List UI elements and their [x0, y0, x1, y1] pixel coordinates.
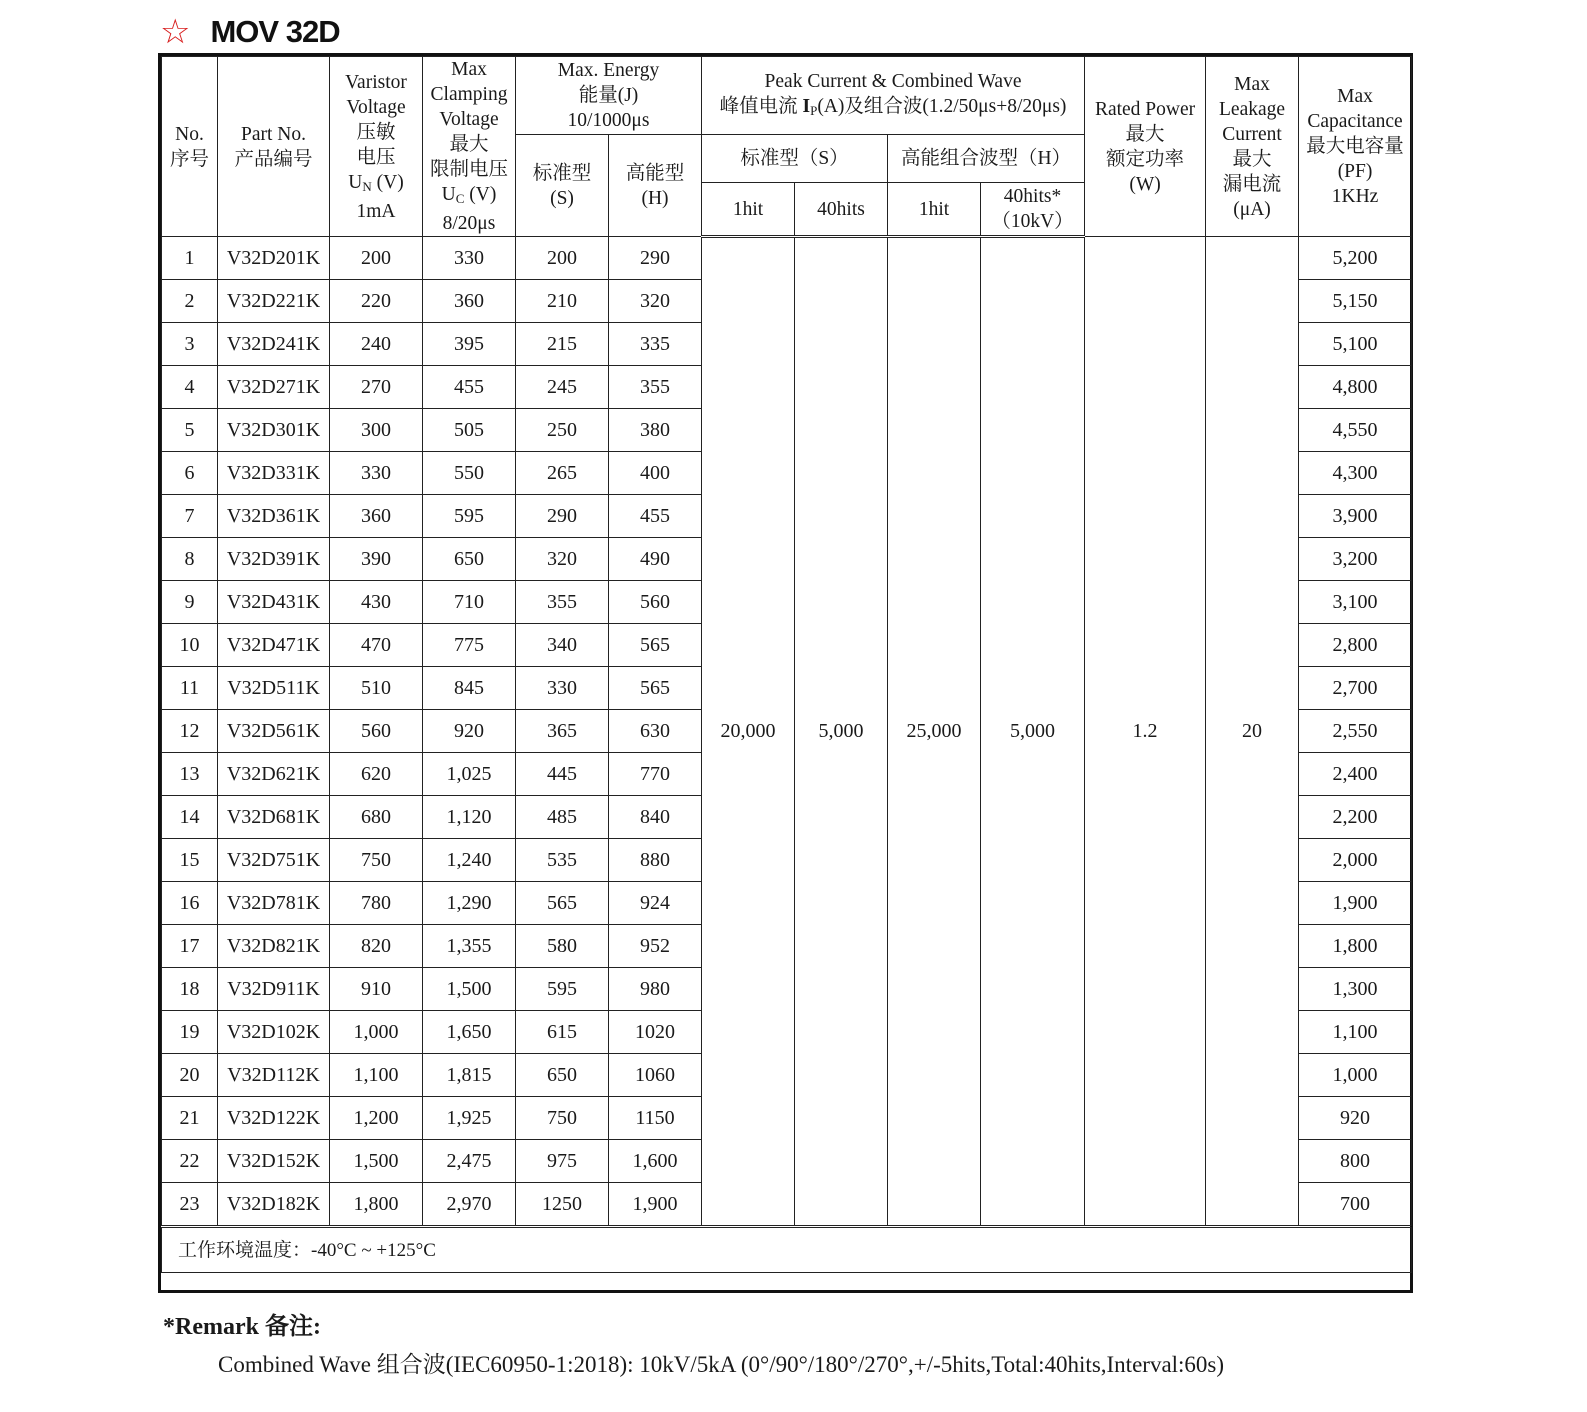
page-title	[160, 12, 340, 52]
energy-s: 365	[516, 710, 609, 753]
varistor-voltage: 1,200	[330, 1097, 423, 1140]
capacitance: 3,900	[1299, 495, 1412, 538]
varistor-voltage: 910	[330, 968, 423, 1011]
capacitance: 2,400	[1299, 753, 1412, 796]
part-number: V32D122K	[218, 1097, 330, 1140]
row-number: 9	[162, 581, 218, 624]
energy-s: 650	[516, 1054, 609, 1097]
energy-s: 355	[516, 581, 609, 624]
energy-h: 952	[609, 925, 702, 968]
clamping-voltage: 1,120	[423, 796, 516, 839]
energy-s: 210	[516, 280, 609, 323]
table-body	[162, 237, 1412, 1227]
clamping-voltage: 920	[423, 710, 516, 753]
varistor-voltage: 820	[330, 925, 423, 968]
header-leakage-current: Max Leakage Current 最大 漏电流 (μA)	[1206, 57, 1299, 237]
energy-s: 595	[516, 968, 609, 1011]
varistor-voltage: 1,000	[330, 1011, 423, 1054]
table-row	[162, 237, 1412, 280]
capacitance: 920	[1299, 1097, 1412, 1140]
row-number: 3	[162, 323, 218, 366]
capacitance: 2,550	[1299, 710, 1412, 753]
row-number: 20	[162, 1054, 218, 1097]
capacitance: 2,000	[1299, 839, 1412, 882]
capacitance: 1,900	[1299, 882, 1412, 925]
row-number: 19	[162, 1011, 218, 1054]
row-number: 8	[162, 538, 218, 581]
energy-s: 615	[516, 1011, 609, 1054]
capacitance: 1,800	[1299, 925, 1412, 968]
varistor-voltage: 1,800	[330, 1183, 423, 1227]
energy-s: 340	[516, 624, 609, 667]
part-number: V32D471K	[218, 624, 330, 667]
energy-s: 750	[516, 1097, 609, 1140]
varistor-voltage: 470	[330, 624, 423, 667]
varistor-unit: $U_N$ (V)	[348, 171, 404, 194]
energy-h: 380	[609, 409, 702, 452]
header-energy-h: 高能型 (H)	[609, 135, 702, 237]
energy-h: 565	[609, 624, 702, 667]
clamping-voltage: 845	[423, 667, 516, 710]
clamping-voltage: 775	[423, 624, 516, 667]
row-number: 22	[162, 1140, 218, 1183]
energy-s: 535	[516, 839, 609, 882]
part-number: V32D201K	[218, 237, 330, 280]
energy-h: 560	[609, 581, 702, 624]
clamping-voltage: 550	[423, 452, 516, 495]
peak-h-40hits-cell: 5,000	[981, 237, 1085, 1227]
part-number: V32D561K	[218, 710, 330, 753]
capacitance: 3,200	[1299, 538, 1412, 581]
header-capacitance: Max Capacitance 最大电容量 (PF) 1KHz	[1299, 57, 1412, 237]
header-max-energy: Max. Energy 能量(J) 10/1000μs	[516, 57, 702, 135]
operating-temperature: 工作环境温度：-40°C ~ +125°C	[162, 1227, 1412, 1273]
part-number: V32D271K	[218, 366, 330, 409]
part-number: V32D751K	[218, 839, 330, 882]
row-number: 7	[162, 495, 218, 538]
clamping-voltage: 1,500	[423, 968, 516, 1011]
energy-h: 1020	[609, 1011, 702, 1054]
varistor-voltage: 430	[330, 581, 423, 624]
header-h-40hits: 40hits* （10kV）	[981, 183, 1085, 237]
energy-s: 485	[516, 796, 609, 839]
part-number: V32D621K	[218, 753, 330, 796]
row-number: 1	[162, 237, 218, 280]
header-energy-s: 标准型 (S)	[516, 135, 609, 237]
varistor-voltage: 330	[330, 452, 423, 495]
part-number: V32D391K	[218, 538, 330, 581]
clamping-voltage: 395	[423, 323, 516, 366]
leakage-current-cell: 20	[1206, 237, 1299, 1227]
clamping-voltage: 455	[423, 366, 516, 409]
energy-h: 565	[609, 667, 702, 710]
spec-table	[161, 56, 1412, 1273]
star-icon: ☆	[160, 12, 191, 52]
varistor-voltage: 560	[330, 710, 423, 753]
header-h-1hit: 1hit	[888, 183, 981, 237]
header-part-no: Part No. 产品编号	[218, 57, 330, 237]
energy-s: 445	[516, 753, 609, 796]
varistor-voltage: 240	[330, 323, 423, 366]
energy-h: 335	[609, 323, 702, 366]
part-number: V32D182K	[218, 1183, 330, 1227]
varistor-voltage: 510	[330, 667, 423, 710]
varistor-voltage: 780	[330, 882, 423, 925]
part-number: V32D241K	[218, 323, 330, 366]
clamping-voltage: 505	[423, 409, 516, 452]
energy-h: 1150	[609, 1097, 702, 1140]
title-text: MOV 32D	[210, 14, 340, 49]
header-s-40hits: 40hits	[795, 183, 888, 237]
capacitance: 4,300	[1299, 452, 1412, 495]
row-number: 15	[162, 839, 218, 882]
row-number: 6	[162, 452, 218, 495]
row-number: 18	[162, 968, 218, 1011]
energy-h: 840	[609, 796, 702, 839]
peak-s-40hits-cell: 5,000	[795, 237, 888, 1227]
clamping-voltage: 710	[423, 581, 516, 624]
capacitance: 800	[1299, 1140, 1412, 1183]
energy-s: 320	[516, 538, 609, 581]
clamping-voltage: 360	[423, 280, 516, 323]
row-number: 23	[162, 1183, 218, 1227]
row-number: 16	[162, 882, 218, 925]
varistor-voltage: 750	[330, 839, 423, 882]
part-number: V32D221K	[218, 280, 330, 323]
capacitance: 2,800	[1299, 624, 1412, 667]
part-number: V32D781K	[218, 882, 330, 925]
capacitance: 2,200	[1299, 796, 1412, 839]
row-number: 12	[162, 710, 218, 753]
varistor-voltage: 270	[330, 366, 423, 409]
header-s-1hit: 1hit	[702, 183, 795, 237]
clamping-voltage: 1,290	[423, 882, 516, 925]
varistor-voltage: 300	[330, 409, 423, 452]
part-number: V32D681K	[218, 796, 330, 839]
part-number: V32D102K	[218, 1011, 330, 1054]
rated-power-cell: 1.2	[1085, 237, 1206, 1227]
row-number: 14	[162, 796, 218, 839]
energy-s: 215	[516, 323, 609, 366]
clamping-voltage: 1,925	[423, 1097, 516, 1140]
clamping-voltage: 330	[423, 237, 516, 280]
row-number: 17	[162, 925, 218, 968]
remark-label: *Remark 备注:	[163, 1314, 321, 1340]
capacitance: 4,550	[1299, 409, 1412, 452]
energy-h: 355	[609, 366, 702, 409]
spec-table-frame	[158, 53, 1413, 1293]
capacitance: 2,700	[1299, 667, 1412, 710]
energy-s: 250	[516, 409, 609, 452]
capacitance: 5,200	[1299, 237, 1412, 280]
energy-h: 1060	[609, 1054, 702, 1097]
part-number: V32D361K	[218, 495, 330, 538]
header-peak-high: 高能组合波型（H）	[888, 135, 1085, 183]
capacitance: 1,100	[1299, 1011, 1412, 1054]
clamping-voltage: 1,240	[423, 839, 516, 882]
row-number: 13	[162, 753, 218, 796]
row-number: 2	[162, 280, 218, 323]
clamping-voltage: 1,355	[423, 925, 516, 968]
energy-h: 880	[609, 839, 702, 882]
varistor-voltage: 360	[330, 495, 423, 538]
header-varistor-voltage: Varistor Voltage 压敏 电压 $U_N$ (V) 1mA	[330, 57, 423, 237]
energy-h: 290	[609, 237, 702, 280]
row-number: 10	[162, 624, 218, 667]
peak-s-1hit-cell: 20,000	[702, 237, 795, 1227]
clamping-voltage: 1,815	[423, 1054, 516, 1097]
energy-s: 565	[516, 882, 609, 925]
part-number: V32D511K	[218, 667, 330, 710]
clamping-voltage: 2,970	[423, 1183, 516, 1227]
energy-h: 770	[609, 753, 702, 796]
capacitance: 5,100	[1299, 323, 1412, 366]
energy-s: 265	[516, 452, 609, 495]
varistor-voltage: 200	[330, 237, 423, 280]
part-number: V32D331K	[218, 452, 330, 495]
clamping-voltage: 2,475	[423, 1140, 516, 1183]
header-rated-power: Rated Power 最大 额定功率 (W)	[1085, 57, 1206, 237]
energy-h: 980	[609, 968, 702, 1011]
varistor-voltage: 1,100	[330, 1054, 423, 1097]
varistor-voltage: 220	[330, 280, 423, 323]
peak-h-1hit-cell: 25,000	[888, 237, 981, 1227]
energy-s: 245	[516, 366, 609, 409]
table-header	[162, 57, 1412, 237]
energy-h: 455	[609, 495, 702, 538]
varistor-voltage: 1,500	[330, 1140, 423, 1183]
energy-s: 200	[516, 237, 609, 280]
energy-h: 1,900	[609, 1183, 702, 1227]
capacitance: 700	[1299, 1183, 1412, 1227]
row-number: 21	[162, 1097, 218, 1140]
part-number: V32D431K	[218, 581, 330, 624]
capacitance: 5,150	[1299, 280, 1412, 323]
capacitance: 4,800	[1299, 366, 1412, 409]
clamping-voltage: 595	[423, 495, 516, 538]
clamping-voltage: 1,650	[423, 1011, 516, 1054]
part-number: V32D152K	[218, 1140, 330, 1183]
energy-s: 1250	[516, 1183, 609, 1227]
part-number: V32D911K	[218, 968, 330, 1011]
clamping-voltage: 1,025	[423, 753, 516, 796]
header-no: No. 序号	[162, 57, 218, 237]
remark-text: Combined Wave 组合波(IEC60950-1:2018): 10kV/5kA (0°/90°/180°/270°,+/-5hits,Total:40hits,Interval:60s)	[218, 1352, 1225, 1377]
energy-s: 975	[516, 1140, 609, 1183]
header-clamping-voltage: Max Clamping Voltage 最大 限制电压 $U_C$ (V) 8/20μs	[423, 57, 516, 237]
row-number: 4	[162, 366, 218, 409]
energy-h: 320	[609, 280, 702, 323]
energy-h: 924	[609, 882, 702, 925]
varistor-voltage: 390	[330, 538, 423, 581]
part-number: V32D301K	[218, 409, 330, 452]
header-peak-current: Peak Current & Combined Wave 峰值电流 $I_P(A)$及组合波(1.2/50μs+8/20μs)	[702, 57, 1085, 135]
clamp-unit: $U_C$ (V)	[441, 184, 497, 206]
clamping-voltage: 650	[423, 538, 516, 581]
part-number: V32D112K	[218, 1054, 330, 1097]
varistor-voltage: 620	[330, 753, 423, 796]
capacitance: 3,100	[1299, 581, 1412, 624]
energy-h: 400	[609, 452, 702, 495]
varistor-voltage: 680	[330, 796, 423, 839]
energy-h: 1,600	[609, 1140, 702, 1183]
capacitance: 1,000	[1299, 1054, 1412, 1097]
energy-h: 630	[609, 710, 702, 753]
energy-s: 290	[516, 495, 609, 538]
energy-s: 580	[516, 925, 609, 968]
row-number: 5	[162, 409, 218, 452]
capacitance: 1,300	[1299, 968, 1412, 1011]
row-number: 11	[162, 667, 218, 710]
part-number: V32D821K	[218, 925, 330, 968]
energy-s: 330	[516, 667, 609, 710]
energy-h: 490	[609, 538, 702, 581]
header-peak-standard: 标准型（S）	[702, 135, 888, 183]
